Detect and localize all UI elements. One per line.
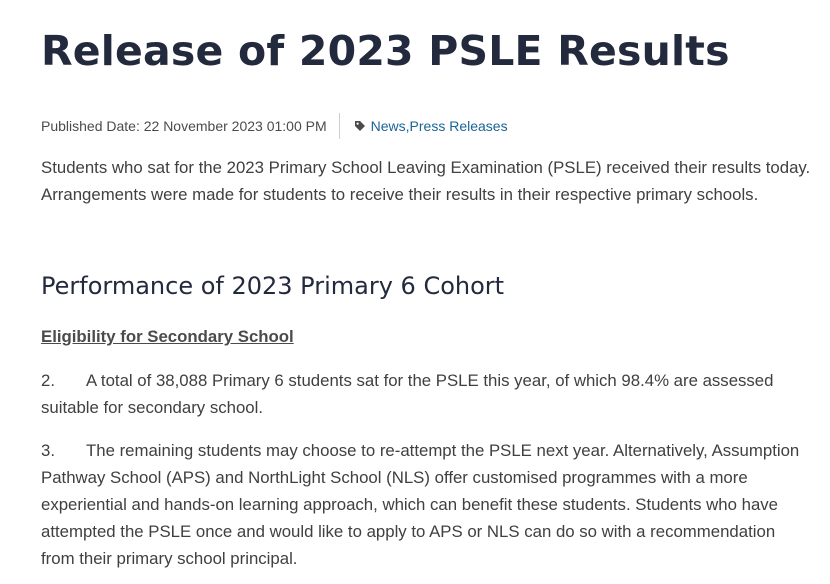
subsection-heading: Eligibility for Secondary School: [41, 327, 294, 346]
section-heading: Performance of 2023 Primary 6 Cohort: [41, 272, 505, 300]
numbered-paragraph: [41, 367, 811, 421]
category-separator: ,: [405, 118, 410, 134]
intro-paragraph: Students who sat for the 2023 Primary School Leaving Examination (PSLE) received their results today. Arrangements were made for students to receive their results in their respective primary schools.: [41, 158, 811, 204]
meta-divider: [339, 113, 340, 139]
tag-icon: [354, 120, 366, 132]
category-link-press-releases[interactable]: Press Releases: [409, 118, 508, 134]
paragraph-text: The remaining students may choose to re-attempt the PSLE next year. Alternatively, Assumption Pathway School (APS) and NorthLight School (NLS) offer customised programmes with a more experiential and hands-on learning approach, which can benefit these students. Students who have attempted the PSLE once and would like to apply to APS or NLS can do so with a recommendation from their primary school principal.: [41, 441, 800, 568]
category-link-news[interactable]: News: [370, 118, 406, 134]
numbered-paragraph: [41, 437, 811, 572]
paragraph-number: 2.: [41, 371, 55, 390]
paragraph-text: A total of 38,088 Primary 6 students sat for the PSLE this year, of which 98.4% are assessed suitable for secondary school.: [41, 371, 774, 417]
page-title: Release of 2023 PSLE Results: [41, 27, 730, 75]
paragraph-number: 3.: [41, 441, 55, 460]
article-meta: [41, 113, 508, 139]
published-date: Published Date: 22 November 2023 01:00 PM: [41, 118, 327, 134]
